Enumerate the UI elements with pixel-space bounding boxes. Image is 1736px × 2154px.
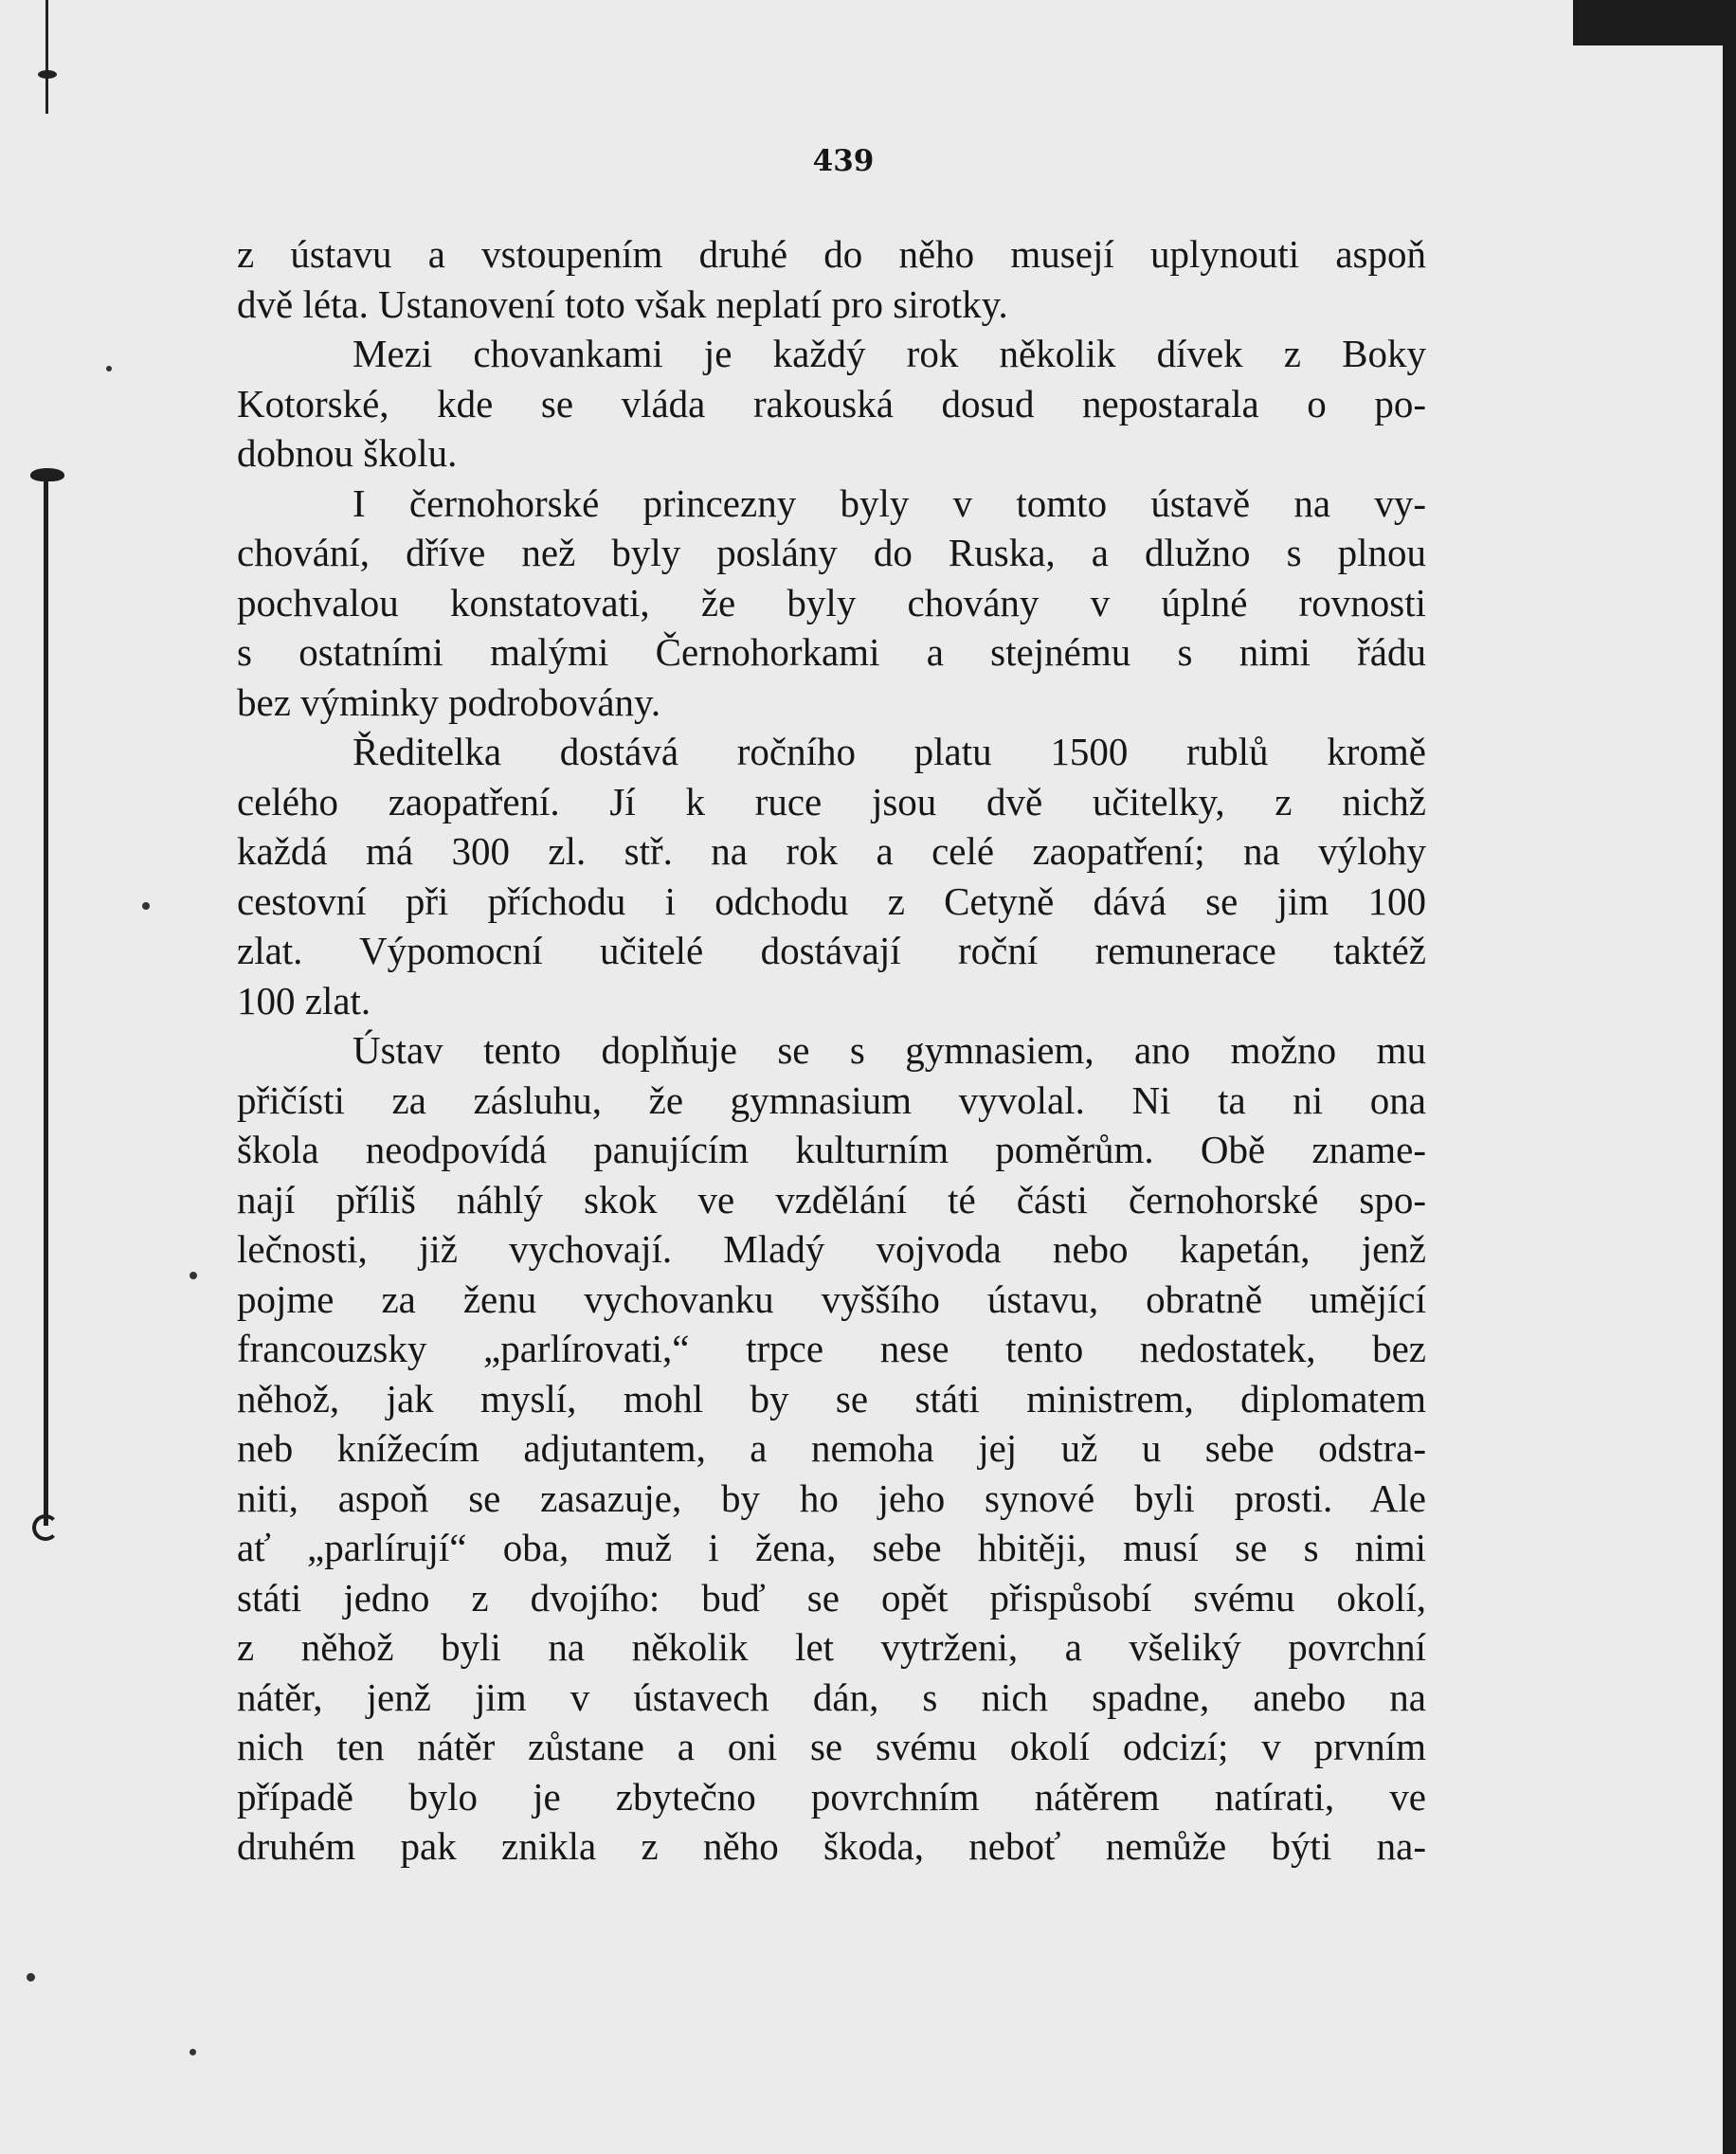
text-line: Ústav tento doplňuje se s gymnasiem, ano možno mu — [353, 1028, 1426, 1072]
margin-rule-top-head — [38, 70, 57, 79]
text-line: z ústavu a vstoupením druhé do něho musejí uplynouti aspoň — [237, 232, 1426, 276]
speck — [190, 1272, 197, 1279]
text-line: pochvalou konstatovati, že byly chovány v úplné rovnosti — [237, 580, 1426, 624]
text-line: lečnosti, již vychovají. Mladý vojvoda nebo kapetán, jenž — [237, 1227, 1426, 1271]
text-line: případě bylo je zbytečno povrchním nátěrem natírati, ve — [237, 1774, 1426, 1819]
speck — [106, 366, 112, 371]
text-line: nich ten nátěr zůstane a oni se svému okolí odcizí; v prvním — [237, 1725, 1426, 1768]
speck — [27, 1973, 35, 1982]
text-line: chování, dříve než byly poslány do Ruska, a dlužno s plnou — [237, 531, 1426, 574]
speck — [142, 902, 150, 910]
text-line: bez výminky podrobovány. — [237, 679, 661, 724]
text-line: každá má 300 zl. stř. na rok a celé zaopatření; na výlohy — [237, 829, 1426, 873]
text-line: zlat. Výpomocní učitelé dostávají roční remunerace taktéž — [237, 929, 1426, 972]
margin-rule-tail — [32, 1514, 59, 1541]
text-line: přičísti za zásluhu, že gymnasium vyvolal. Ni ta ni ona — [237, 1077, 1426, 1122]
text-line: nátěr, jenž jim v ústavech dán, s nich spadne, anebo na — [237, 1674, 1426, 1719]
text-line: pojme za ženu vychovanku vyššího ústavu, obratně umějící — [237, 1276, 1426, 1321]
text-line: francouzsky „parlírovati,“ trpce nese tento nedostatek, bez — [237, 1327, 1426, 1370]
text-line: celého zaopatření. Jí k ruce jsou dvě učitelky, z nichž — [237, 779, 1426, 824]
text-line: z něhož byli na několik let vytrženi, a všeliký povrchní — [237, 1625, 1426, 1669]
scan-edge-top — [1573, 0, 1736, 45]
text-line: Ředitelka dostává ročního platu 1500 rublů kromě — [353, 730, 1426, 773]
text-line: státi jedno z dvojího: buď se opět přispůsobí svému okolí, — [237, 1575, 1426, 1620]
text-line: dobnou školu. — [237, 431, 458, 475]
margin-rule-top — [45, 0, 48, 114]
text-line: neb knížecím adjutantem, a nemoha jej už u sebe odstra- — [237, 1426, 1426, 1470]
text-line: dvě léta. Ustanovení toto však neplatí pro sirotky. — [237, 281, 1008, 326]
text-line: I černohorské princezny byly v tomto ústavě na vy- — [353, 480, 1426, 525]
margin-rule — [44, 474, 48, 1526]
speck — [190, 2049, 196, 2055]
text-line: nají příliš náhlý skok ve vzdělání té části černohorské spo- — [237, 1177, 1426, 1222]
text-line: s ostatními malými Černohorkami a stejnému s nimi řádu — [237, 630, 1426, 674]
text-line: ať „parlírují“ oba, muž i žena, sebe hbitěji, musí se s nimi — [237, 1526, 1426, 1569]
body-text — [237, 229, 1426, 1872]
text-line: Kotorské, kde se vláda rakouská dosud nepostarala o po- — [237, 381, 1426, 425]
text-line: škola neodpovídá panujícím kulturním poměrům. Obě zname- — [237, 1128, 1426, 1171]
text-line: 100 zlat. — [237, 978, 371, 1023]
text-line: něhož, jak myslí, mohl by se státi ministrem, diplomatem — [237, 1376, 1426, 1421]
page-number: 439 — [812, 144, 875, 178]
text-line: druhém pak znikla z něho škoda, neboť nemůže býti na- — [237, 1824, 1426, 1868]
scan-edge-right — [1723, 0, 1736, 2154]
text-line: niti, aspoň se zasazuje, by ho jeho synové byli prosti. Ale — [237, 1475, 1426, 1520]
text-line: cestovní při příchodu i odchodu z Cetyně dává se jim 100 — [237, 878, 1426, 923]
text-line: Mezi chovankami je každý rok několik dívek z Boky — [353, 332, 1426, 375]
